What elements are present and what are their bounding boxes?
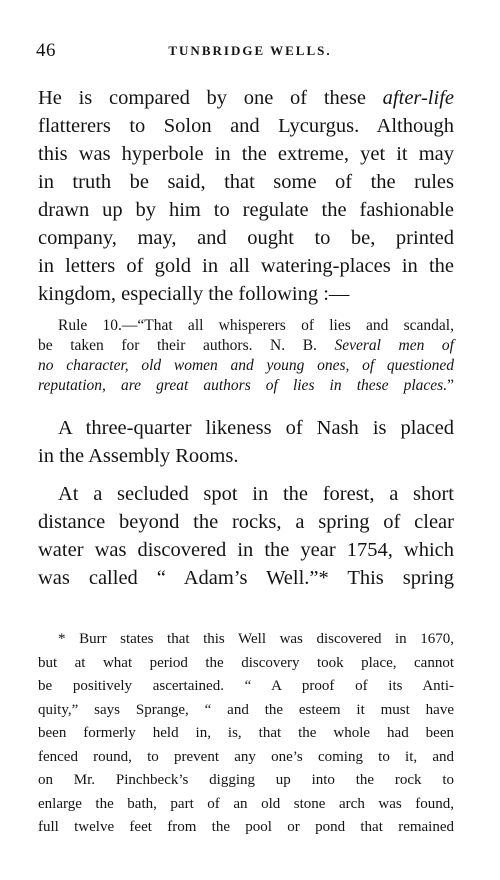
text-line: * Burr states that this Well was discovered in 1670, <box>58 631 454 647</box>
text-line: company, may, and ought to be, printed <box>38 227 454 249</box>
text-line: was called “ Adam’s Well.”* This spring <box>38 567 454 589</box>
text-line: this was hyperbole in the extreme, yet it may <box>38 143 454 165</box>
running-head: TUNBRIDGE WELLS. <box>168 43 332 58</box>
paragraph-likeness <box>38 414 454 470</box>
text-line: quity,” says Sprange, “ and the esteem it must have <box>38 701 454 718</box>
text-line: kingdom, especially the following :— <box>38 283 350 305</box>
text-line: reputation, are great authors of lies in these places.” <box>38 377 454 394</box>
text-line: flatterers to Solon and Lycurgus. Although <box>38 115 454 137</box>
text-line: full twelve feet from the pool or pond that remained <box>38 819 454 835</box>
footnote <box>38 628 454 840</box>
page-header <box>36 40 464 64</box>
text-line: in the Assembly Rooms. <box>38 445 239 467</box>
italic-phrase: after-life <box>382 87 454 109</box>
text-line: in letters of gold in all watering-places in the <box>38 255 454 277</box>
text-line <box>38 356 454 376</box>
text-line: but at what period the discovery took place, cannot <box>38 654 454 671</box>
paragraph-adams-well <box>38 480 454 592</box>
text-line: be taken for their authors. N. B. Several men of <box>38 337 454 354</box>
italic-phrase: Several men of <box>334 337 454 354</box>
text-line: fenced round, to prevent any one’s coming to it, and <box>38 748 454 765</box>
text-line: distance beyond the rocks, a spring of clear <box>38 511 454 533</box>
text-line: be positively ascertained. “ A proof of its Anti- <box>38 678 454 694</box>
text-line: water was discovered in the year 1754, which <box>38 539 454 561</box>
quoted-rule <box>38 316 454 396</box>
text-line: drawn up by him to regulate the fashionable <box>38 199 454 221</box>
italic-phrase: reputation, are great authors of lies in these places. <box>38 377 448 394</box>
text-line: in truth be said, that some of the rules <box>38 171 454 193</box>
paragraph-nash-comparison <box>38 84 454 308</box>
text-line: A three-quarter likeness of Nash is placed <box>58 417 454 439</box>
text-line: enlarge the bath, part of an old stone arch was found, <box>38 795 454 812</box>
italic-phrase: no character, old women and young ones, of questioned <box>38 357 454 374</box>
text-line: on Mr. Pinchbeck’s digging up into the rock to <box>38 772 454 788</box>
text-line: He is compared by one of these after-life <box>38 87 454 109</box>
text-line: been formerly held in, is, that the whole had been <box>38 725 454 741</box>
page-number: 46 <box>36 40 56 61</box>
text-line: At a secluded spot in the forest, a short <box>58 483 454 505</box>
text-line: Rule 10.—“That all whisperers of lies and scandal, <box>58 317 454 334</box>
